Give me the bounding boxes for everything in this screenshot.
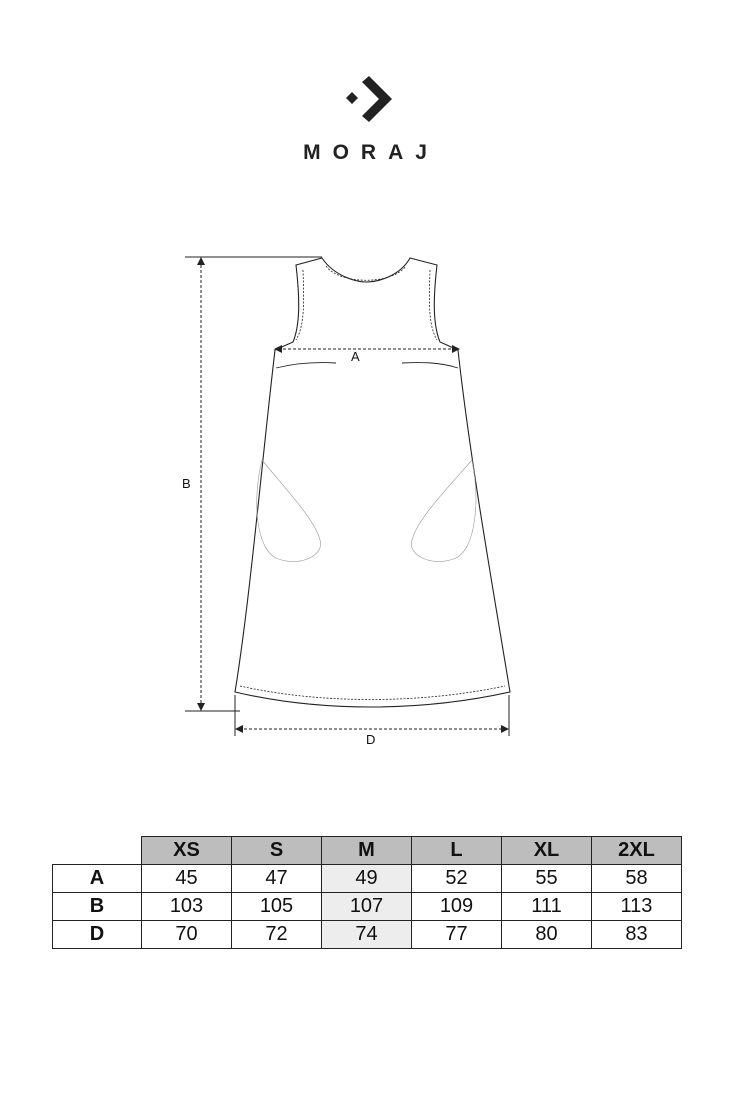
table-cell: 58 [592, 865, 682, 893]
size-header-l: L [412, 837, 502, 865]
size-chart-table [52, 836, 682, 949]
table-cell: 80 [502, 921, 592, 949]
row-label-a: A [53, 865, 142, 893]
hem-stitch [240, 686, 505, 700]
table-cell: 45 [142, 865, 232, 893]
table-cell: 52 [412, 865, 502, 893]
size-header-2xl: 2XL [592, 837, 682, 865]
table-cell: 55 [502, 865, 592, 893]
dim-b-label: B [182, 476, 191, 491]
table-cell: 83 [592, 921, 682, 949]
table-cell: 77 [412, 921, 502, 949]
dim-d-arrow-right [501, 725, 509, 733]
table-cell: 47 [232, 865, 322, 893]
table-row [53, 921, 682, 949]
pocket-left [257, 460, 321, 562]
dim-d-arrow-left [235, 725, 243, 733]
dim-a-arrow-right [452, 345, 460, 353]
table-cell: 74 [322, 921, 412, 949]
table-cell: 49 [322, 865, 412, 893]
dim-d-label: D [366, 732, 376, 747]
size-header-m: M [322, 837, 412, 865]
size-header-xs: XS [142, 837, 232, 865]
table-cell: 107 [322, 893, 412, 921]
table-cell: 111 [502, 893, 592, 921]
table-corner [53, 837, 142, 865]
dim-b-arrow-top [197, 257, 205, 265]
table-cell: 72 [232, 921, 322, 949]
brand-name: MORAJ [303, 141, 439, 164]
pocket-right [411, 460, 476, 562]
bust-seam-right [402, 363, 458, 368]
table-cell: 113 [592, 893, 682, 921]
table-cell: 109 [412, 893, 502, 921]
size-header-row [53, 837, 682, 865]
size-header-s: S [232, 837, 322, 865]
dim-b-arrow-bottom [197, 703, 205, 711]
table-cell: 105 [232, 893, 322, 921]
bust-seam-left [276, 363, 336, 368]
dim-a-label: A [351, 349, 360, 364]
row-label-d: D [53, 921, 142, 949]
row-label-b: B [53, 893, 142, 921]
table-cell: 103 [142, 893, 232, 921]
table-row [53, 865, 682, 893]
size-header-xl: XL [502, 837, 592, 865]
table-cell: 70 [142, 921, 232, 949]
table-row [53, 893, 682, 921]
dress-outline [235, 258, 510, 707]
